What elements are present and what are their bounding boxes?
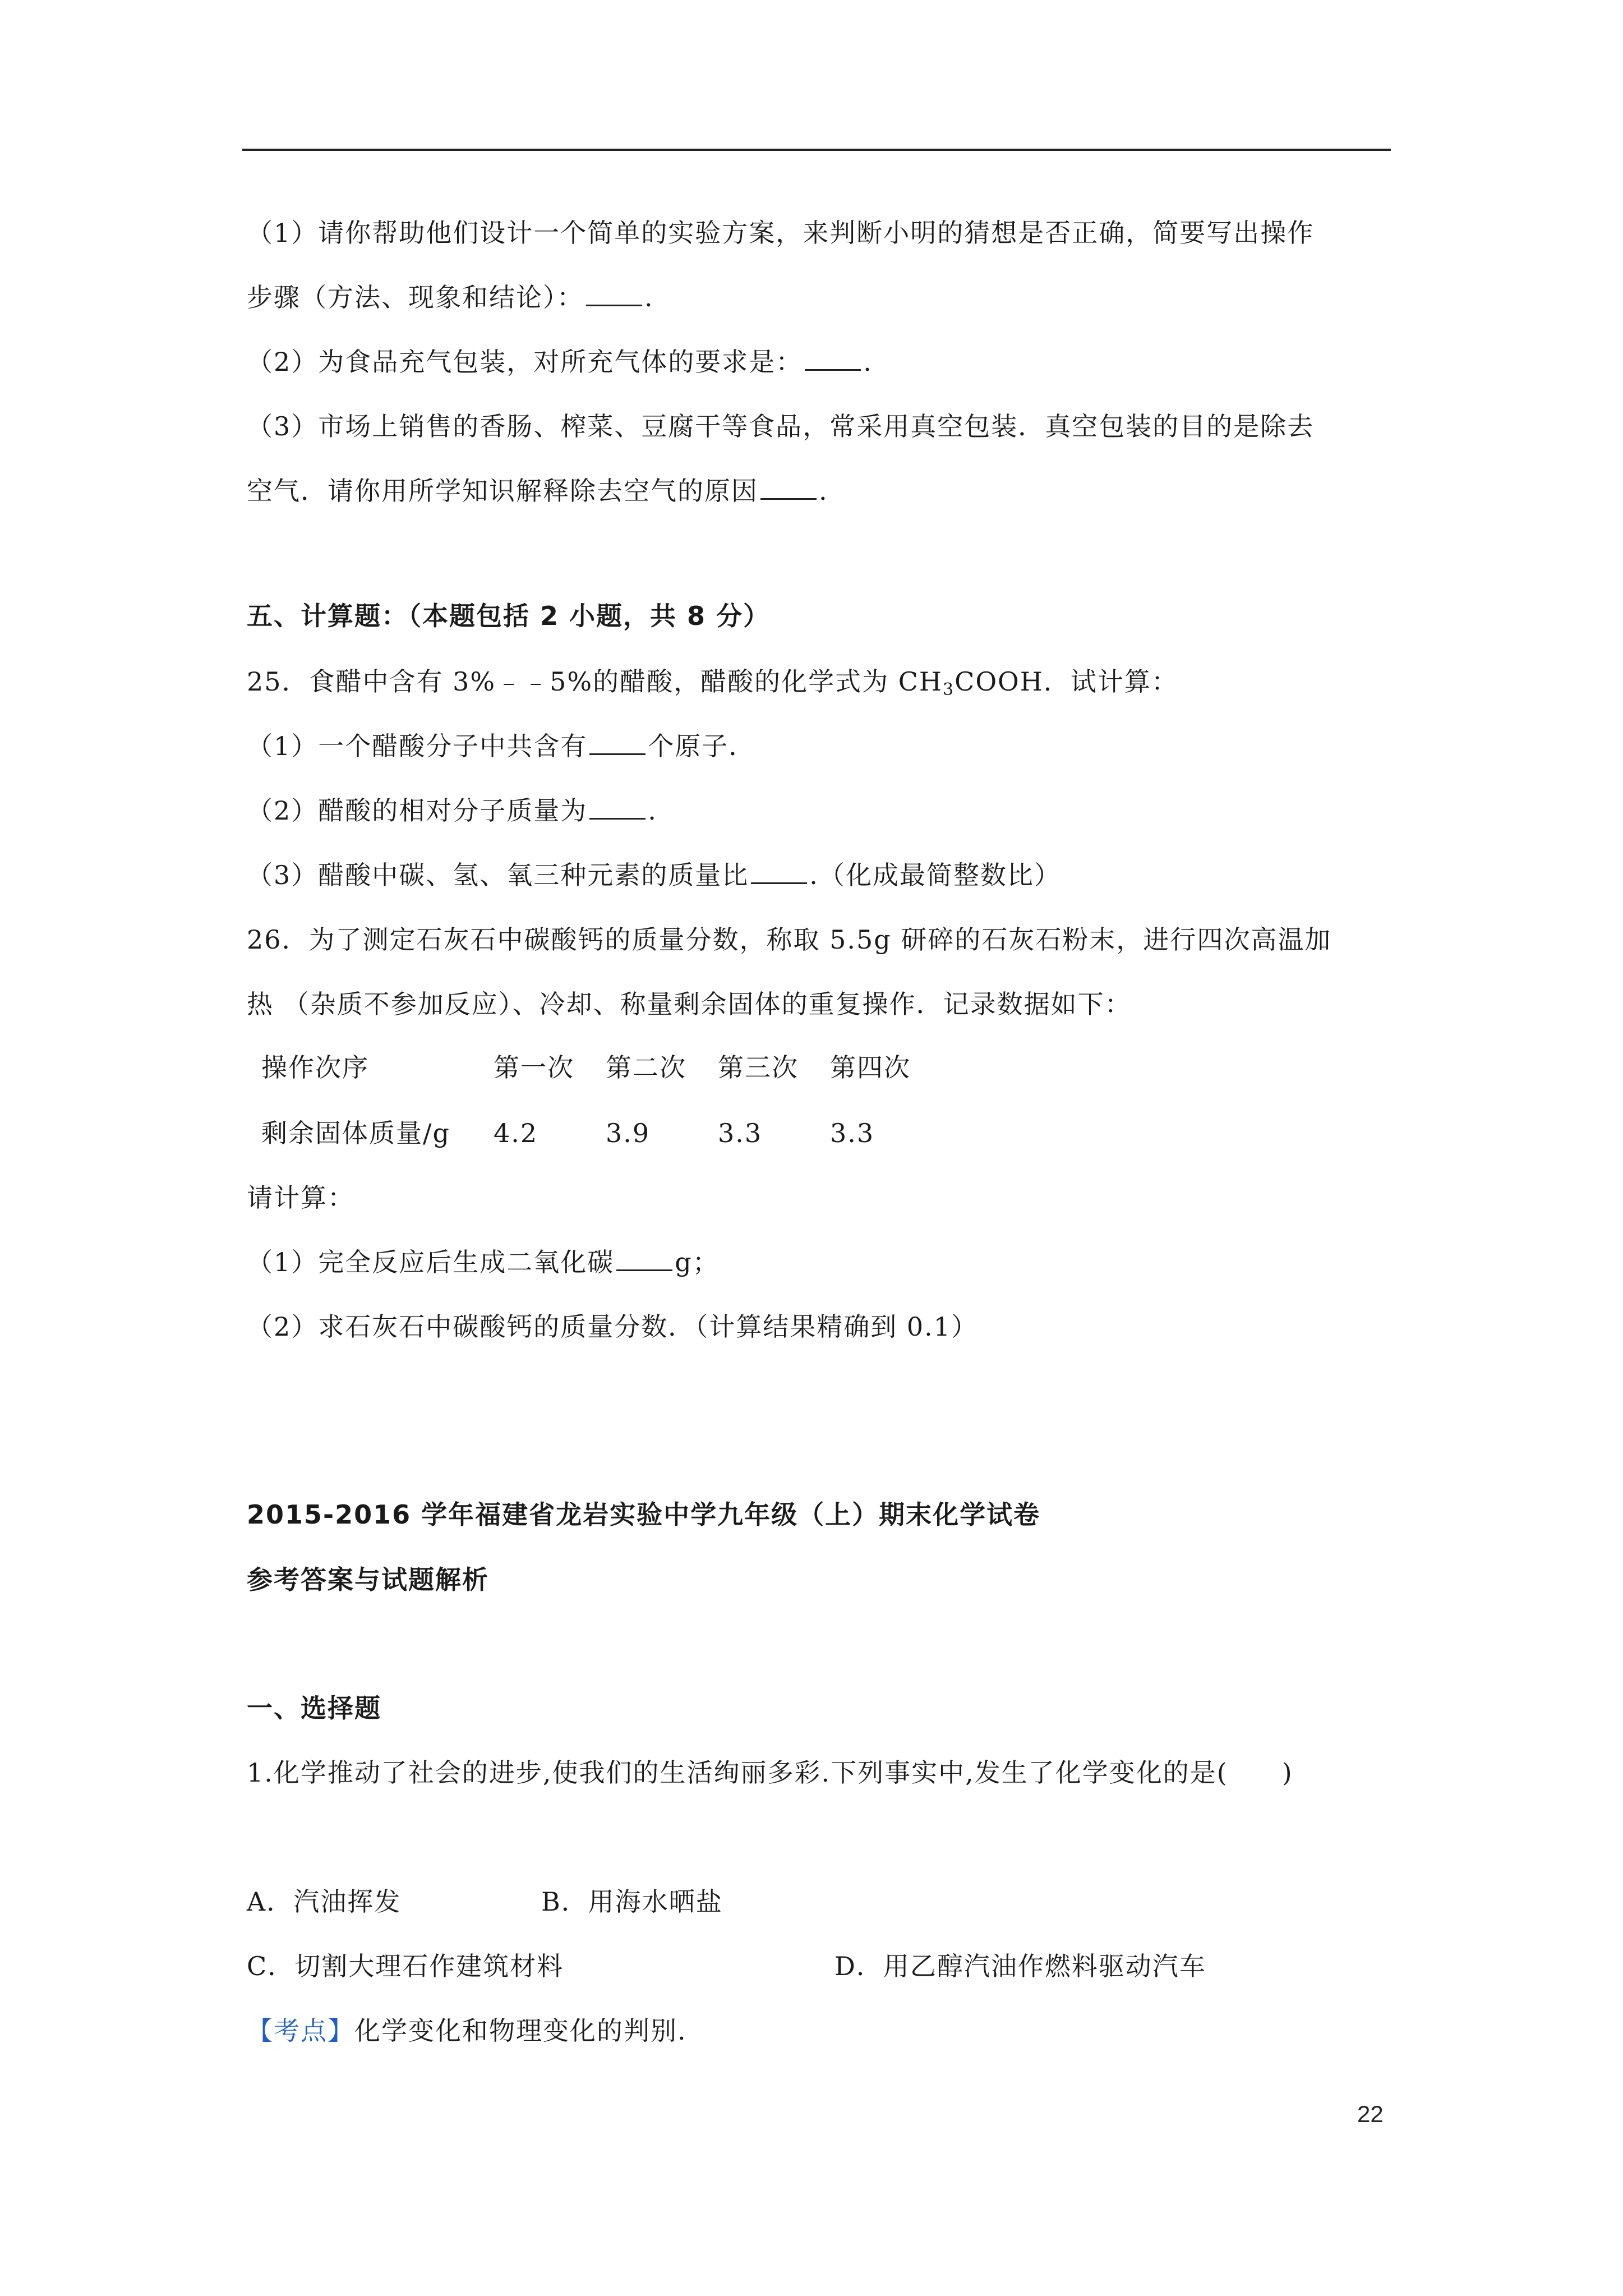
table-header-cell: 操作次序 <box>261 1052 369 1083</box>
table-cell: 3.3 <box>718 1118 763 1148</box>
table-header-cell: 第一次 <box>494 1052 574 1083</box>
table-header-cell: 第四次 <box>830 1052 911 1083</box>
q1-stem: 1.化学推动了社会的进步,使我们的生活绚丽多彩.下列事实中,发生了化学变化的是( ) <box>247 1757 1293 1788</box>
option-c: C．切割大理石作建筑材料 <box>247 1951 564 1981</box>
q25-part2: （2）醋酸的相对分子质量为 . <box>247 795 657 826</box>
answer-blank[interactable] <box>805 346 861 371</box>
answer-blank[interactable] <box>586 281 642 306</box>
q24-part3-cont: 空气．请你用所学知识解释除去空气的原因 . <box>247 476 828 506</box>
table-row-label: 剩余固体质量/g <box>261 1118 450 1148</box>
page-number: 22 <box>1357 2101 1384 2127</box>
table-header-cell: 第二次 <box>606 1052 686 1083</box>
q26-ask: 请计算： <box>247 1182 354 1213</box>
q26-stem-line2: 热 （杂质不参加反应）、冷却、称量剩余固体的重复操作．记录数据如下： <box>247 989 1132 1019</box>
table-cell: 3.9 <box>606 1118 651 1148</box>
option-a: A．汽油挥发 <box>247 1887 402 1917</box>
table-cell: 4.2 <box>494 1118 538 1148</box>
q25-part3: （3）醋酸中碳、氢、氧三种元素的质量比 .（化成最简整数比） <box>247 860 1061 890</box>
q26-stem-line1: 26．为了测定石灰石中碳酸钙的质量分数，称取 5.5g 研碎的石灰石粉末，进行四次高温加 <box>247 924 1332 955</box>
answer-title: 2015-2016 学年福建省龙岩实验中学九年级（上）期末化学试卷 <box>247 1499 1041 1530</box>
kaodian-label: 【考点】 <box>247 2016 354 2046</box>
q25-part1: （1）一个醋酸分子中共含有 个原子． <box>247 731 756 761</box>
q24-part1-cont: 步骤（方法、现象和结论）： . <box>247 282 654 312</box>
answer-blank[interactable] <box>760 475 817 500</box>
answer-blank[interactable] <box>616 1246 672 1271</box>
q24-part3: （3）市场上销售的香肠、榨菜、豆腐干等食品，常采用真空包装．真空包装的目的是除去 <box>247 411 1315 441</box>
q26-part1: （1）完全反应后生成二氧化碳 g； <box>247 1247 720 1277</box>
section1-heading: 一、选择题 <box>247 1693 381 1723</box>
answer-subtitle: 参考答案与试题解析 <box>247 1565 489 1595</box>
q26-part2: （2）求石灰石中碳酸钙的质量分数．（计算结果精确到 0.1） <box>247 1312 979 1342</box>
kaodian-line: 【考点】化学变化和物理变化的判别. <box>247 2016 687 2046</box>
header-rule <box>242 149 1391 151</box>
option-b: B．用海水晒盐 <box>541 1887 723 1917</box>
answer-blank[interactable] <box>751 859 807 884</box>
table-cell: 3.3 <box>830 1118 875 1148</box>
table-header-cell: 第三次 <box>718 1052 799 1083</box>
q25-stem: 25．食醋中含有 3%﹣﹣5%的醋酸，醋酸的化学式为 $CH_3COOH$．试计算： <box>247 666 1178 700</box>
q24-part1: （1）请你帮助他们设计一个简单的实验方案，来判断小明的猜想是否正确，简要写出操作 <box>247 218 1315 248</box>
answer-blank[interactable] <box>589 794 645 820</box>
answer-blank[interactable] <box>589 730 645 755</box>
option-d: D．用乙醇汽油作燃料驱动汽车 <box>834 1951 1206 1981</box>
section5-heading: 五、计算题：（本题包括 2 小题，共 8 分） <box>247 601 771 631</box>
q24-part2: （2）为食品充气包装，对所充气体的要求是： . <box>247 347 873 377</box>
